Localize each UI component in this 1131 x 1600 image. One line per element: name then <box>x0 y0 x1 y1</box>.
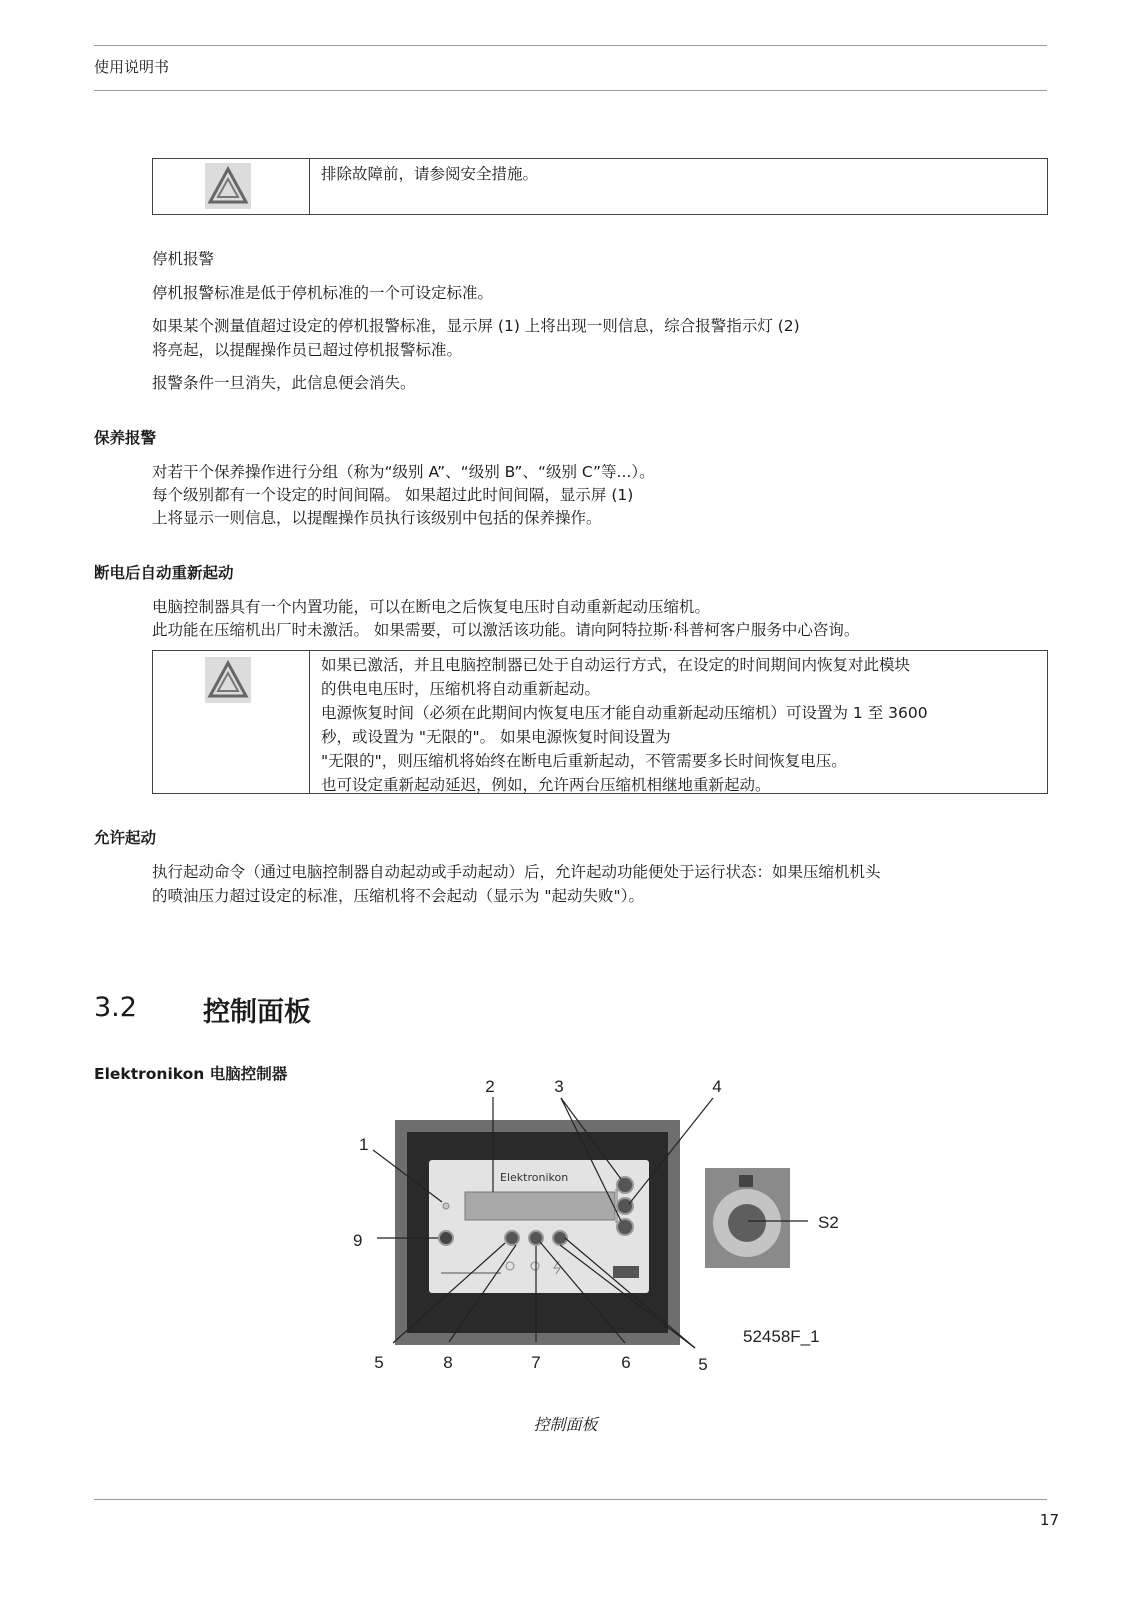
auto-restart-line1: 电脑控制器具有一个内置功能，可以在断电之后恢复电压时自动重新起动压缩机。 <box>152 598 711 616</box>
function-key-1[interactable] <box>505 1231 519 1245</box>
safety-note-text <box>321 162 1041 186</box>
down-button[interactable] <box>617 1219 633 1235</box>
figure-id: 52458F_1 <box>743 1327 820 1346</box>
callout-5-right: 5 <box>698 1355 708 1374</box>
emergency-stop-warning-icon <box>739 1175 753 1187</box>
auto-restart-heading: 断电后自动重新起动 <box>94 564 234 582</box>
header-bottom-rule <box>94 90 1047 91</box>
shutdown-warning-p3: 报警条件一旦消失，此信息便会消失。 <box>152 374 416 392</box>
emergency-stop-button[interactable] <box>728 1204 766 1242</box>
note-line: "无限的"，则压缩机将始终在断电后重新起动，不管需要多长时间恢复电压。 <box>321 752 847 770</box>
page-number: 17 <box>1039 1511 1059 1529</box>
callout-8: 8 <box>443 1353 453 1372</box>
brand-label: Elektronikon <box>500 1171 569 1184</box>
control-panel-figure <box>345 1080 845 1380</box>
note-line: 也可设定重新起动延迟，例如，允许两台压缩机相继地重新起动。 <box>321 776 771 794</box>
figure-caption: 控制面板 <box>533 1415 598 1434</box>
service-warning-line3: 上将显示一则信息，以提醒操作员执行该级别中包括的保养操作。 <box>152 509 602 527</box>
note-line: 排除故障前，请参阅安全措施。 <box>321 165 539 183</box>
warning-triangle-icon <box>205 163 251 209</box>
callout-3: 3 <box>554 1080 564 1096</box>
section-number: 3.2 <box>94 992 137 1023</box>
manufacturer-logo <box>613 1266 639 1278</box>
up-button[interactable] <box>617 1177 633 1193</box>
start-permit-line1: 执行起动命令（通过电脑控制器自动起动或手动起动）后，允许起动功能便处于运行状态：如果压缩机机头 <box>152 863 881 881</box>
callout-7: 7 <box>531 1353 541 1372</box>
function-key-3[interactable] <box>553 1231 567 1245</box>
shutdown-warning-p2-line1: 如果某个测量值超过设定的停机报警标准，显示屏 (1) 上将出现一则信息，综合报警指示灯 (2) <box>152 317 800 335</box>
restart-note-box <box>152 650 1048 794</box>
service-warning-line2: 每个级别都有一个设定的时间间隔。 如果超过此时间间隔，显示屏 (1) <box>152 486 634 504</box>
note-line: 电源恢复时间（必须在此期间内恢复电压才能自动重新起动压缩机）可设置为 1 至 3600 <box>321 704 928 722</box>
shutdown-warning-title: 停机报警 <box>152 250 215 268</box>
tab-button[interactable] <box>617 1198 633 1214</box>
callout-s2: S2 <box>818 1213 839 1232</box>
restart-note-text <box>321 653 1041 797</box>
shutdown-warning-p1: 停机报警标准是低于停机标准的一个可设定标准。 <box>152 284 494 302</box>
display-screen <box>465 1192 615 1220</box>
callout-1: 1 <box>359 1135 369 1154</box>
controller-subheading: Elektronikon 电脑控制器 <box>94 1065 288 1083</box>
note-line: 秒，或设置为 "无限的"。 如果电源恢复时间设置为 <box>321 728 671 746</box>
service-warning-heading: 保养报警 <box>94 429 157 447</box>
callout-6: 6 <box>621 1353 631 1372</box>
callout-2: 2 <box>485 1080 495 1096</box>
callout-5-left: 5 <box>374 1353 384 1372</box>
reset-button[interactable] <box>439 1231 453 1245</box>
note-line: 如果已激活，并且电脑控制器已处于自动运行方式，在设定的时间期间内恢复对此模块 <box>321 656 911 674</box>
header-top-rule <box>94 45 1047 46</box>
start-permit-line2: 的喷油压力超过设定的标准，压缩机将不会起动（显示为 "起动失败"）。 <box>152 887 644 905</box>
footer-rule <box>94 1499 1047 1500</box>
safety-note-box <box>152 158 1048 215</box>
note-line: 的供电电压时，压缩机将自动重新起动。 <box>321 680 601 698</box>
section-title: 控制面板 <box>203 997 311 1028</box>
warning-triangle-icon <box>205 657 251 703</box>
shutdown-warning-p2-line2: 将亮起，以提醒操作员已超过停机报警标准。 <box>152 341 463 359</box>
callout-4: 4 <box>712 1080 722 1096</box>
auto-restart-line2: 此功能在压缩机出厂时未激活。 如果需要，可以激活该功能。请向阿特拉斯·科普柯客户服务中心咨询。 <box>152 621 860 639</box>
service-warning-line1: 对若干个保养操作进行分组（称为“级别 A”、“级别 B”、“级别 C”等...）。 <box>152 463 655 481</box>
callout-9: 9 <box>353 1231 363 1250</box>
note-icon-cell <box>153 159 310 214</box>
note-icon-cell <box>153 651 310 793</box>
start-permit-heading: 允许起动 <box>94 829 157 847</box>
voltage-led <box>443 1203 449 1209</box>
header-title: 使用说明书 <box>94 58 170 76</box>
